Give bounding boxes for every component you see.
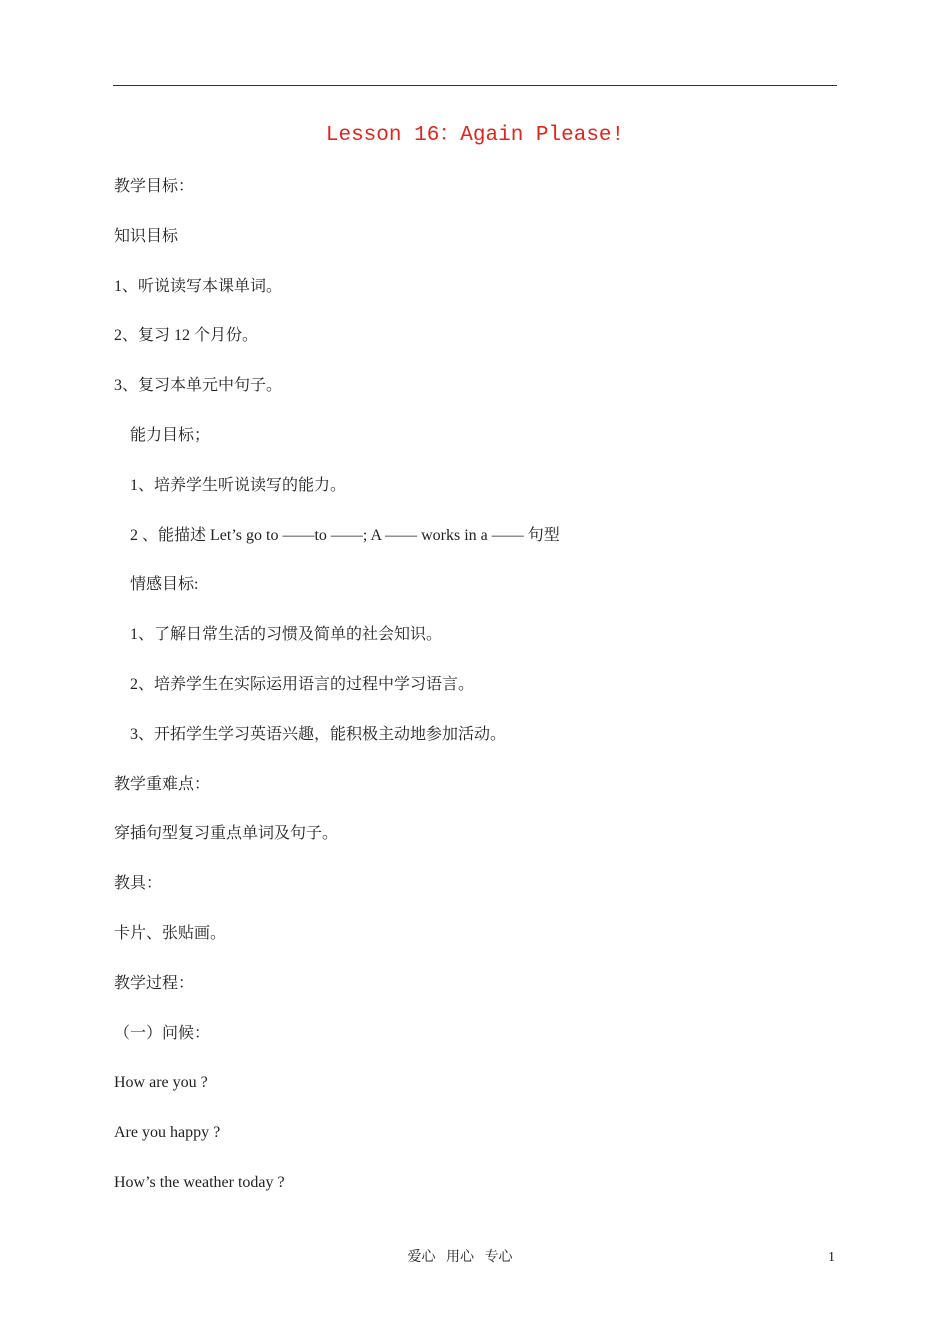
knowledge-goal-item: 1、听说读写本课单词。 [114,278,283,295]
header-rule [113,85,837,86]
section-heading-teaching-aids: 教具： [114,875,163,892]
emotion-goal-item: 2、培养学生在实际运用语言的过程中学习语言。 [130,676,475,693]
ability-goal-item: 2 、能描述 Let’s go to ——to ——; A —— works in a —— 句型 [130,527,560,544]
teaching-aids-text: 卡片、张贴画。 [114,925,227,942]
emotion-goal-item: 1、了解日常生活的习惯及简单的社会知识。 [130,626,443,643]
greeting-question: How’s the weather today ? [114,1174,285,1191]
process-step-greeting: （一）问候： [114,1025,211,1042]
section-heading-teaching-goals: 教学目标： [114,178,195,195]
section-heading-key-points: 教学重难点： [114,776,211,793]
greeting-question: Are you happy ? [114,1124,221,1141]
key-points-text: 穿插句型复习重点单词及句子。 [114,825,339,842]
ability-goal-item: 1、培养学生听说读写的能力。 [130,477,347,494]
section-heading-teaching-process: 教学过程： [114,975,195,992]
page-number: 1 [828,1250,835,1265]
footer-motto: 爱心 用心 专心 [407,1250,513,1265]
knowledge-goal-item: 3、复习本单元中句子。 [114,377,283,394]
subsection-ability-goals: 能力目标； [130,427,211,444]
knowledge-goal-item: 2、复习 12 个月份。 [114,327,259,344]
subsection-knowledge-goals: 知识目标 [114,228,179,245]
lesson-title: Lesson 16：Again Please! [325,124,625,147]
emotion-goal-item: 3、开拓学生学习英语兴趣，能积极主动地参加活动。 [130,726,507,743]
greeting-question: How are you ? [114,1074,208,1091]
subsection-emotion-goals: 情感目标: [130,576,199,593]
